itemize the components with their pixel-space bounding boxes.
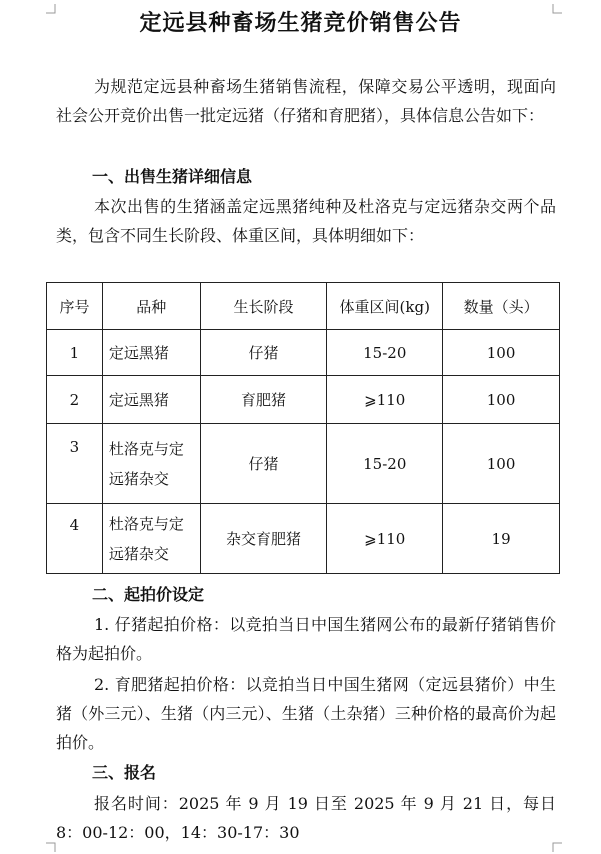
section2-item2: 2. 育肥猪起拍价格：以竞拍当日中国生猪网（定远县猪价）中生猪（外三元）、生猪（内三元）、生猪（土杂猪）三种价格的最高价为起拍价。 bbox=[56, 675, 556, 752]
cell-no: 2 bbox=[47, 376, 103, 424]
document-title: 定远县种畜场生猪竞价销售公告 bbox=[139, 11, 462, 36]
section2-heading: 二、起拍价设定 bbox=[92, 585, 205, 604]
header-no: 序号 bbox=[47, 283, 103, 330]
header-stage: 生长阶段 bbox=[200, 283, 327, 330]
section1-paragraph: 本次出售的生猪涵盖定远黑猪纯种及杜洛克与定远猪杂交两个品类，包含不同生长阶段、体重区间，具体明细如下： bbox=[56, 197, 556, 245]
intro-paragraph: 为规范定远县种畜场生猪销售流程，保障交易公平透明，现面向社会公开竞价出售一批定远猪（仔猪和育肥猪），具体信息公告如下： bbox=[56, 77, 556, 125]
section1-heading: 一、出售生猪详细信息 bbox=[92, 167, 253, 186]
cell-breed: 杜洛克与定远猪杂交 bbox=[102, 424, 200, 504]
cell-breed: 定远黑猪 bbox=[102, 376, 200, 424]
cell-stage: 育肥猪 bbox=[200, 376, 327, 424]
header-qty: 数量（头） bbox=[443, 283, 560, 330]
table-row bbox=[47, 376, 560, 424]
table-row bbox=[47, 330, 560, 376]
cell-stage: 仔猪 bbox=[200, 330, 327, 376]
section3-registration-time: 报名时间：2025 年 9 月 19 日至 2025 年 9 月 21 日，每日 8：00-12：00，14：30-17：30 bbox=[56, 794, 556, 842]
cell-weight: 15-20 bbox=[327, 330, 443, 376]
section3-heading: 三、报名 bbox=[92, 763, 157, 782]
cell-no: 4 bbox=[47, 504, 103, 574]
cell-qty: 19 bbox=[443, 504, 560, 574]
cell-stage: 仔猪 bbox=[200, 424, 327, 504]
cell-weight: ⩾110 bbox=[327, 376, 443, 424]
header-breed: 品种 bbox=[102, 283, 200, 330]
table-header-row bbox=[47, 283, 560, 330]
cell-qty: 100 bbox=[443, 330, 560, 376]
cell-weight: ⩾110 bbox=[327, 504, 443, 574]
pig-details-table bbox=[46, 282, 560, 574]
cell-weight: 15-20 bbox=[327, 424, 443, 504]
cell-breed: 定远黑猪 bbox=[102, 330, 200, 376]
corner-mark-bottom-left bbox=[46, 842, 56, 852]
section2-item1: 1. 仔猪起拍价格：以竞拍当日中国生猪网公布的最新仔猪销售价格为起拍价。 bbox=[56, 615, 556, 663]
cell-no: 3 bbox=[47, 424, 103, 504]
cell-qty: 100 bbox=[443, 424, 560, 504]
cell-stage: 杂交育肥猪 bbox=[200, 504, 327, 574]
header-weight: 体重区间(kg) bbox=[327, 283, 443, 330]
cell-no: 1 bbox=[47, 330, 103, 376]
table-row bbox=[47, 424, 560, 504]
table-row bbox=[47, 504, 560, 574]
cell-breed: 杜洛克与定远猪杂交 bbox=[102, 504, 200, 574]
cell-qty: 100 bbox=[443, 376, 560, 424]
